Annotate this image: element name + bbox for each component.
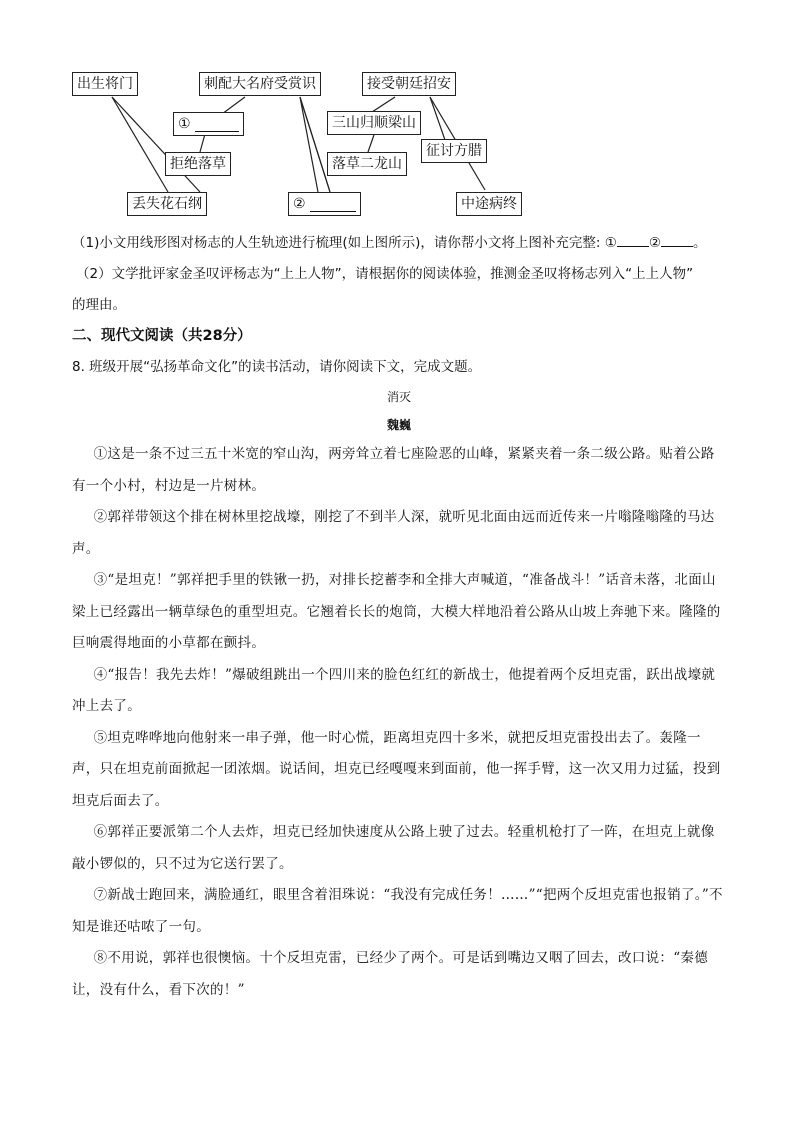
answer-blank-2[interactable]: [661, 233, 693, 247]
question-block: [72, 228, 726, 1006]
node-refuse: 拒绝落草: [165, 152, 231, 176]
article-author: 魏巍: [386, 418, 411, 432]
paragraph-5: ⑤坦克哗哗地向他射来一串子弹，他一时心慌，距离坦克四十多米，就把反坦克雷投出去了。轰隆一声，只在坦克前面掀起一团浓烟。说话间，坦克已经嘎嘎来到面前，他一挥手臂，这一次又用力过猛，投到坦克后面去了。: [72, 729, 721, 809]
question-1-text: （1)小文用线形图对杨志的人生轨迹进行梳理(如上图所示)，请你帮小文将上图补充完整: ①: [72, 235, 617, 251]
paragraph-8: ⑧不用说，郭祥也很懊恼。十个反坦克雷，已经少了两个。可是话到嘴边又咽了回去，改口说：“秦德让，没有什么，看下次的！”: [72, 950, 708, 998]
node-expedition: 征讨方腊: [421, 139, 487, 163]
blank2-label: ②: [293, 196, 306, 212]
blank1-label: ①: [178, 116, 191, 132]
question-2-line2: 的理由。: [72, 297, 126, 313]
paragraph-3: ③“是坦克！”郭祥把手里的铁锹一扔，对排长挖蓄李和全排大声喊道，“准备战斗！”话音未落，北面山梁上已经露出一辆草绿色的重型坦克。它翘着长长的炮筒，大模大样地沿着公路从山坡上奔驰下来。隆隆的巨响震得地面的小草都在颤抖。: [72, 572, 721, 651]
node-blank1: [173, 112, 244, 136]
paragraph-7: ⑦新战士跑回来，满脸通红，眼里含着泪珠说：“我没有完成任务！……”“把两个反坦克雷也报销了。”不知是谁还咕哝了一句。: [72, 887, 723, 935]
paragraph-1: ①这是一条不过三五十米宽的窄山沟，两旁耸立着七座险恶的山峰，紧紧夹着一条二级公路。贴着公路有一个小村，村边是一片树林。: [72, 446, 715, 494]
node-accept: 接受朝廷招安: [362, 72, 456, 96]
node-tattoo: 刺配大名府受赏识: [199, 72, 321, 96]
answer-blank-1[interactable]: [617, 233, 649, 247]
question-1-end: 。: [692, 235, 707, 251]
question-8: 8. 班级开展“弘扬革命文化”的读书活动，请你阅读下文，完成文题。: [72, 359, 482, 375]
section-heading: 二、现代文阅读（共28分）: [72, 328, 252, 344]
node-lost-stone: 丢失花石纲: [127, 192, 207, 216]
paragraph-2: ②郭祥带领这个排在树林里挖战壕，刚挖了不到半人深，就听见北面由远而近传来一片嗡隆嗡隆的马达声。: [72, 509, 715, 557]
plot-diagram: [0, 0, 794, 230]
paragraph-6: ⑥郭祥正要派第二个人去炸，坦克已经加快速度从公路上驶了过去。轻重机枪打了一阵，在坦克上就像敲小锣似的，只不过为它送行罢了。: [72, 824, 715, 872]
question-2-line1: （2）文学批评家金圣叹评杨志为“上上人物”，请根据你的阅读体验，推测金圣叹将杨志列入“上上人物”: [76, 266, 694, 282]
blank2-line: [310, 197, 356, 212]
question-1: [72, 228, 726, 259]
node-die: 中途病终: [456, 192, 522, 216]
blank1-line: [195, 117, 239, 132]
article-title: 消灭: [386, 390, 411, 404]
node-erlong: 落草二龙山: [327, 152, 407, 176]
article-body: [72, 439, 726, 1006]
question-1-mid: ②: [648, 235, 661, 251]
paragraph-4: ④“报告！我先去炸！”爆破组跳出一个四川来的脸色红红的新战士，他提着两个反坦克雷，跃出战壕就冲上去了。: [72, 666, 716, 714]
node-blank2: [288, 192, 361, 216]
node-birth: 出生将门: [72, 72, 138, 96]
node-three-mountains: 三山归顺梁山: [327, 111, 421, 135]
